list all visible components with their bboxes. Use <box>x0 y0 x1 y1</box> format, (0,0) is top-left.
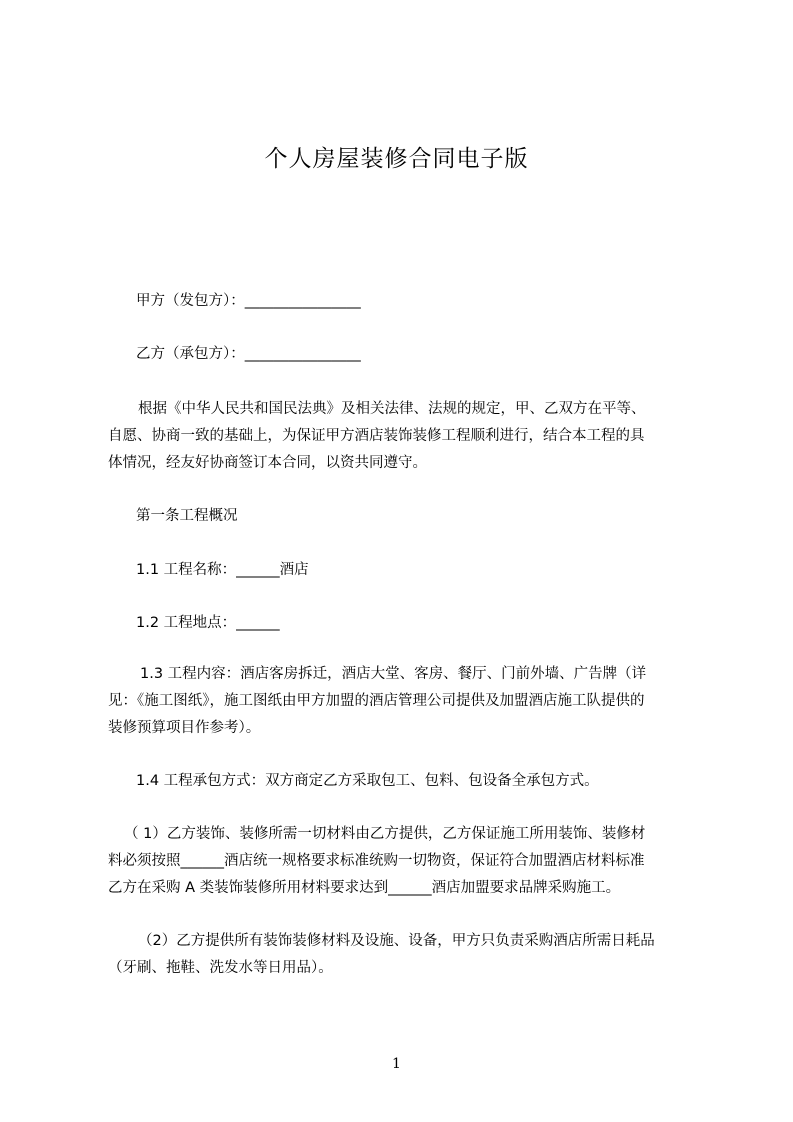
page-title: 个人房屋装修合同电子版 <box>264 146 529 172</box>
item-1-2: 1.2 工程地点：______ <box>136 615 280 631</box>
item-1-3-line: 见：《施工图纸》，施工图纸由甲方加盟的酒店管理公司提供及加盟酒店施工队提供的 <box>108 693 645 709</box>
clause-2-line: （牙刷、拖鞋、洗发水等日用品）。 <box>108 960 333 976</box>
item-1-4: 1.4 工程承包方式：双方商定乙方采取包工、包料、包设备全承包方式。 <box>136 773 599 789</box>
party-a-line: 甲方（发包方）：________________ <box>136 293 361 309</box>
clause-1-line: 乙方在采购 A 类装饰装修所用材料要求达到______酒店加盟要求品牌采购施工。 <box>108 880 621 896</box>
intro-line: 自愿、协商一致的基础上，为保证甲方酒店装饰装修工程顺利进行，结合本工程的具 <box>108 428 645 444</box>
clause-1-line: （ 1）乙方装饰、装修所需一切材料由乙方提供，乙方保证施工所用装饰、装修材 <box>124 826 646 842</box>
page-number: 1 <box>392 1056 401 1072</box>
party-b-line: 乙方（承包方）：________________ <box>136 346 361 362</box>
clause-2-line: （2）乙方提供所有装饰装修材料及设施、设备，甲方只负责采购酒店所需日耗品 <box>138 933 655 949</box>
intro-line: 体情况，经友好协商签订本合同，以资共同遵守。 <box>108 455 427 471</box>
item-1-3-line: 1.3 工程内容：酒店客房拆迁，酒店大堂、客房、餐厅、门前外墙、广告牌（详 <box>140 666 647 682</box>
item-1-3-line: 装修预算项目作参考）。 <box>108 720 261 736</box>
clause-1-line: 料必须按照______酒店统一规格要求标准统购一切物资，保证符合加盟酒店材料标准 <box>108 853 645 869</box>
article-1-heading: 第一条工程概况 <box>136 508 238 524</box>
item-1-1: 1.1 工程名称：______酒店 <box>136 562 309 578</box>
intro-line: 根据《中华人民共和国民法典》及相关法律、法规的规定，甲、乙双方在平等、 <box>138 401 646 417</box>
